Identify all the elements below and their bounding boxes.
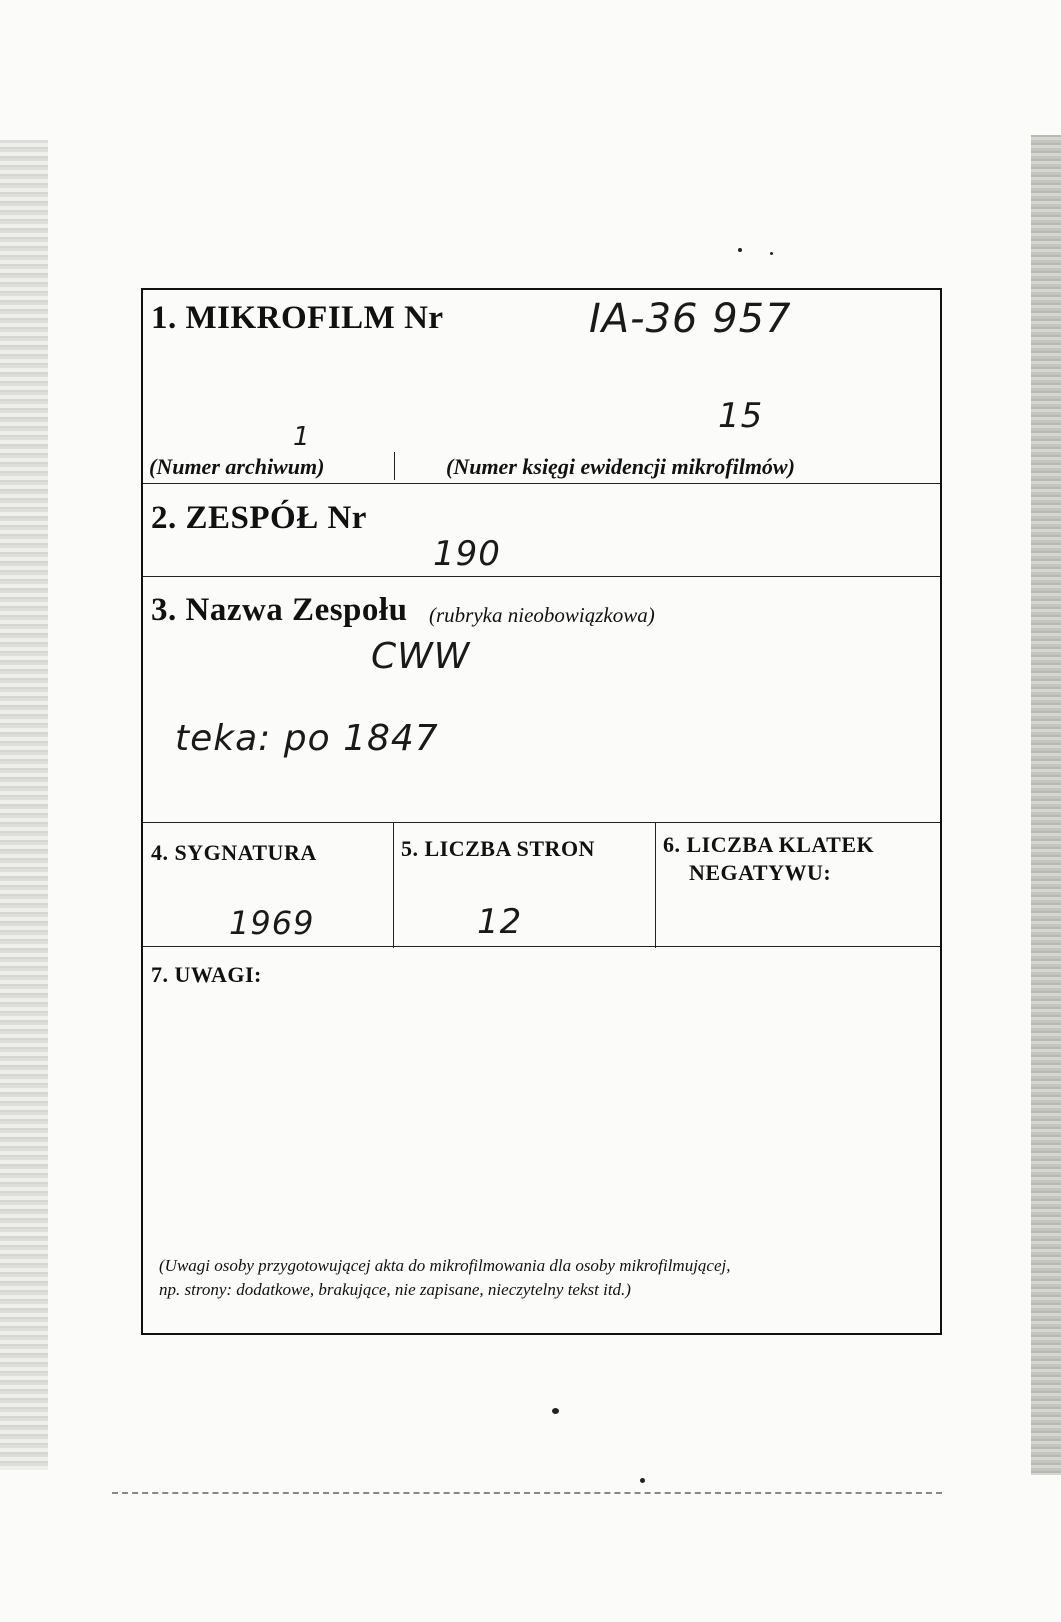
nazwa-label: 3. Nazwa Zespołu [151,592,408,628]
microfilm-form [141,288,942,1335]
column-divider [393,822,394,948]
nazwa-note: (rubryka nieobowiązkowa) [429,603,655,627]
liczba-stron-label: 5. LICZBA STRON [401,836,595,861]
scan-speck [738,248,742,252]
uwagi-footnote-1: (Uwagi osoby przygotowującej akta do mikrofilmowania dla osoby mikrofilmującej, [159,1256,731,1275]
zespol-label: 2. ZESPÓŁ Nr [151,500,367,536]
scan-speck [552,1408,559,1414]
liczba-stron-value: 12 [477,902,523,942]
nazwa-value: CWW [371,636,471,677]
scan-fold-line [112,1492,942,1494]
column-divider [655,822,656,948]
liczba-klatek-label-2: NEGATYWU: [689,860,832,885]
mikrofilm-label: 1. MIKROFILM Nr [151,300,444,336]
uwagi-label: 7. UWAGI: [151,962,262,987]
section-divider [143,946,940,947]
sygnatura-label: 4. SYGNATURA [151,840,317,865]
scan-speck [770,252,773,255]
caption-divider [394,452,395,480]
archive-number: 1 [293,422,311,452]
ledger-number: 15 [718,396,764,436]
section-divider [143,576,940,577]
scan-edge-right [1031,135,1061,1475]
liczba-klatek-label-1: 6. LICZBA KLATEK [663,832,875,857]
archive-caption: (Numer archiwum) [149,454,325,479]
nazwa-teka: teka: po 1847 [175,718,439,759]
uwagi-footnote-2: np. strony: dodatkowe, brakujące, nie zapisane, nieczytelny tekst itd.) [159,1280,631,1299]
section-divider [143,483,940,484]
scan-edge-left [0,140,48,1470]
sygnatura-value: 1969 [229,904,315,942]
mikrofilm-number: IA-36 957 [589,296,792,342]
ledger-caption: (Numer księgi ewidencji mikrofilmów) [446,454,795,479]
scan-speck [640,1478,645,1483]
zespol-number: 190 [433,534,501,574]
section-divider [143,822,940,823]
